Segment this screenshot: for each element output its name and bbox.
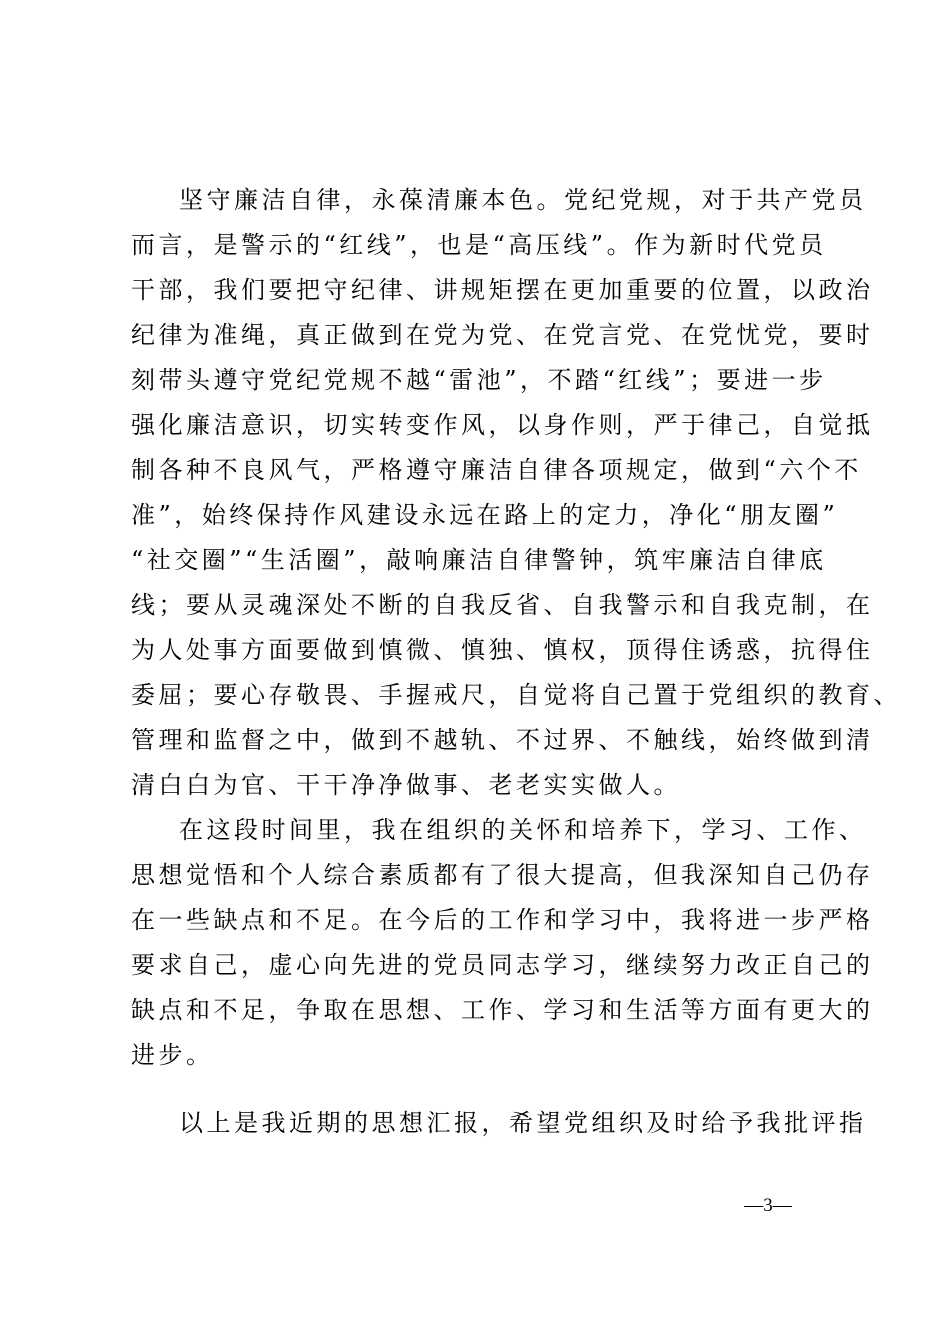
paragraph-line: 为人处事方面要做到慎微、慎独、慎权，顶得住诱惑，抗得住 <box>131 636 874 664</box>
paragraph-line: “社交圈”“生活圈”，敲响廉洁自律警钟，筑牢廉洁自律底 <box>131 546 827 574</box>
paragraph-line: 刻带头遵守党纪党规不越“雷池”，不踏“红线”；要进一步 <box>131 366 827 394</box>
paragraph-line: 线；要从灵魂深处不断的自我反省、自我警示和自我克制，在 <box>131 591 874 619</box>
paragraph-line: 干部，我们要把守纪律、讲规矩摆在更加重要的位置，以政治 <box>131 276 874 304</box>
paragraph-line: 管理和监督之中，做到不越轨、不过界、不触线，始终做到清 <box>131 726 874 754</box>
paragraph-line: 委屈；要心存敬畏、手握戒尺，自觉将自己置于党组织的教育、 <box>131 681 901 709</box>
paragraph-line: 而言，是警示的“红线”，也是“高压线”。作为新时代党员 <box>131 231 827 259</box>
paragraph-line: 思想觉悟和个人综合素质都有了很大提高，但我深知自己仍存 <box>131 861 874 889</box>
paragraph-line: 强化廉洁意识，切实转变作风，以身作则，严于律己，自觉抵 <box>131 411 874 439</box>
paragraph-line: 进步。 <box>131 1041 214 1069</box>
paragraph-line: 在一些缺点和不足。在今后的工作和学习中，我将进一步严格 <box>131 906 874 934</box>
paragraph-line: 制各种不良风气，严格遵守廉洁自律各项规定，做到“六个不 <box>131 456 862 484</box>
paragraph-line: 缺点和不足，争取在思想、工作、学习和生活等方面有更大的 <box>131 996 874 1024</box>
paragraph-line: 清白白为官、干干净净做事、老老实实做人。 <box>131 771 681 799</box>
paragraph-line: 以上是我近期的思想汇报，希望党组织及时给予我批评指 <box>179 1109 867 1137</box>
paragraph-line: 坚守廉洁自律，永葆清廉本色。党纪党规，对于共产党员 <box>179 186 867 214</box>
paragraph-line: 准”，始终保持作风建设永远在路上的定力，净化“朋友圈” <box>131 501 839 529</box>
page-number: —3— <box>744 1195 792 1216</box>
paragraph-line: 纪律为准绳，真正做到在党为党、在党言党、在党忧党，要时 <box>131 321 874 349</box>
paragraph-line: 在这段时间里，我在组织的关怀和培养下，学习、工作、 <box>179 816 867 844</box>
paragraph-line: 要求自己，虚心向先进的党员同志学习，继续努力改正自己的 <box>131 951 874 979</box>
